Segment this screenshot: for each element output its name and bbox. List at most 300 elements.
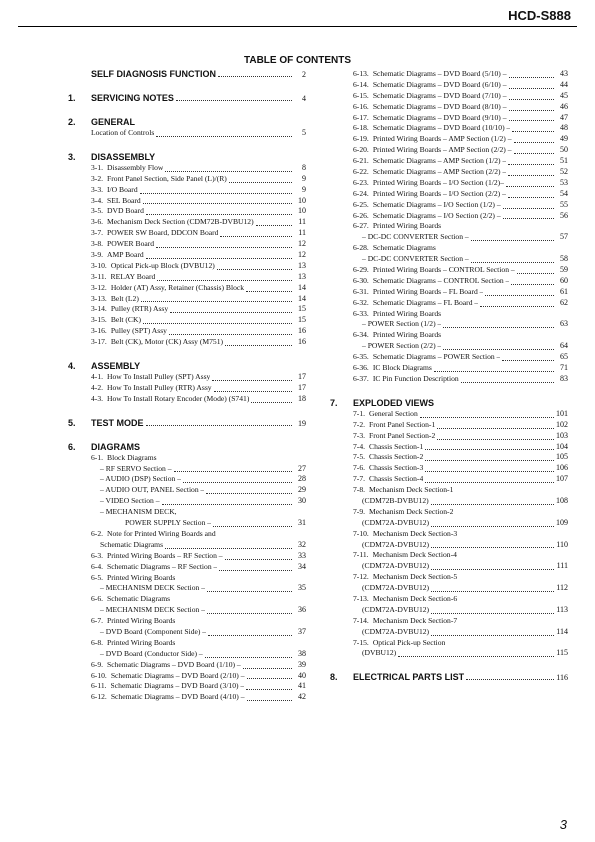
toc-entry [91,283,306,294]
entry-number: 3-2. [91,173,104,183]
toc-entry [91,540,306,551]
dot-leader [146,257,292,259]
toc-entry [353,189,568,200]
toc-entry [91,383,306,394]
entry-page: 51 [560,156,568,166]
entry-number: 7-15. [353,637,369,647]
entry-number: 6-35. [353,352,369,362]
toc-entry [91,261,306,272]
entry-page: 46 [560,101,568,111]
entry-title: Optical Pick-up Section [372,637,446,647]
toc-entry [91,649,306,660]
toc-entry [353,605,568,616]
dot-leader [509,98,554,100]
entry-page: 16 [298,337,306,347]
toc-entry [353,243,568,254]
section-title: SERVICING NOTES [91,93,174,103]
entry-page: 17 [298,372,306,382]
dot-leader [443,316,566,317]
entry-page: 10 [298,195,306,205]
entry-title: (CDM72A-DVBU12) [362,583,430,593]
dot-leader [146,424,292,426]
entry-page: 102 [556,419,568,429]
section-title: ELECTRICAL PARTS LIST [353,672,465,683]
section-gap [68,104,306,117]
entry-page: 18 [298,393,306,403]
dot-leader [459,624,566,625]
section-number: 2. [68,117,76,127]
entry-number: 3-7. [91,228,104,238]
entry-page: 110 [556,539,568,549]
entry-number: 3-9. [91,250,104,260]
section-title: DIAGRAMS [91,441,140,452]
dot-leader [146,213,292,215]
toc-entry [353,485,568,496]
dot-leader [212,379,292,381]
entry-page: 50 [560,145,568,155]
toc-entry [91,616,306,627]
entry-page: 65 [560,352,568,362]
dot-leader [461,381,554,383]
entry-page: 52 [560,167,568,177]
dot-leader [247,677,292,679]
dot-leader [437,438,554,440]
entry-title: Schematic Diagrams – DVD Board (8/10) – [372,101,507,111]
section-number: 6. [68,441,76,452]
entry-page: 101 [556,408,568,418]
dot-leader [506,185,554,187]
section-entries [91,128,306,139]
entry-title: Schematic Diagrams – DVD Board (5/10) – [372,69,507,78]
entry-page: 49 [560,134,568,144]
dot-leader [455,515,566,516]
entry-page: 27 [298,463,306,473]
entry-page: 53 [560,177,568,187]
entry-page: 15 [298,315,306,325]
dot-leader [485,294,554,296]
entry-title: – MECHANISM DECK Section – [100,605,206,615]
toc-entry [353,156,568,167]
entry-page: 38 [298,648,306,658]
entry-number: 7-8. [353,485,366,495]
entry-title: Chassis Section-2 [369,452,424,462]
toc-section-heading [68,442,306,453]
entry-number: 6-19. [353,134,369,144]
toc-entry [91,217,306,228]
toc-entry [353,442,568,453]
entry-title: Mechanism Deck Section-3 [372,528,458,538]
section-title: EXPLODED VIEWS [353,397,435,408]
entry-page: 8 [302,162,306,172]
toc-entry [91,681,306,692]
section-entries [91,372,306,405]
section-gap [68,348,306,361]
entry-title: Printed Wiring Boards – AMP Section (2/2) – [372,145,512,155]
entry-page: 5 [302,128,306,137]
toc-entry [353,352,568,363]
entry-title: How To Install Pulley (SPT) Assy [107,372,211,382]
section-title: DISASSEMBLY [91,151,156,162]
entry-title: Chassis Section-4 [369,474,424,484]
dot-leader [208,634,292,636]
toc-entry [353,211,568,222]
entry-title: – VIDEO Section – [100,496,160,506]
entry-title: Printed Wiring Boards [107,572,176,582]
toc-entry [353,638,568,649]
entry-number: 7-10. [353,528,369,538]
entry-title: – DVD Board (Component Side) – [100,626,207,636]
entry-number: 3-14. [91,304,107,314]
entry-page: 15 [298,304,306,314]
entry-page: 54 [560,188,568,198]
entry-page: 56 [560,210,568,220]
dot-leader [508,196,554,198]
dot-leader [431,568,554,570]
dot-leader [246,688,292,690]
entry-number: 7-11. [353,550,369,560]
toc-entry [353,309,568,320]
entry-title: Printed Wiring Boards – RF Section – [107,550,223,560]
entry-title: Mechanism Deck Section (CDM72B-DVBU12) [107,217,254,227]
dot-leader [437,427,554,429]
dot-leader [443,338,566,339]
toc-entry [353,134,568,145]
dot-leader [459,537,566,538]
entry-number: 3-16. [91,326,107,336]
entry-page: 113 [556,604,568,614]
entry-title: Schematic Diagrams [107,594,171,604]
entry-number: 7-12. [353,572,369,582]
entry-title: Block Diagrams [107,452,157,462]
entry-title: Schematic Diagrams – DVD Board (10/10) – [372,123,511,133]
toc-entry [353,254,568,265]
entry-title: Schematic Diagrams [100,539,164,549]
entry-title: Schematic Diagrams – DVD Board (6/10) – [372,79,507,89]
section-page: 2 [302,70,306,79]
dot-leader [165,547,292,549]
dot-leader [157,279,292,281]
entry-title: – MECHANISM DECK, [100,507,177,517]
toc-entry [353,363,568,374]
entry-page: 17 [298,382,306,392]
entry-number: 6-16. [353,101,369,111]
entry-title: – POWER Section (2/2) – [362,341,442,351]
entry-number: 3-6. [91,217,104,227]
entry-page: 63 [560,319,568,329]
toc-entry [91,206,306,217]
entry-page: 16 [298,326,306,336]
toc-entry [91,394,306,405]
dot-leader [207,612,292,614]
entry-title: Chassis Section-3 [369,463,424,473]
dot-leader [509,87,554,89]
toc-entry [353,529,568,540]
toc-entry [353,409,568,420]
dot-leader [229,181,292,183]
dot-leader [207,590,292,592]
toc-entry [91,128,306,139]
entry-number: 6-24. [353,188,369,198]
entry-page: 28 [298,474,306,484]
entry-title: (CDM72B-DVBU12) [362,495,429,505]
section-title: TEST MODE [91,417,144,428]
entry-title: – POWER Section (1/2) – [362,319,442,329]
section-number: 5. [68,417,76,428]
entry-title: Holder (AT) Assy, Retainer (Chassis) Block [110,282,245,292]
dot-leader [480,305,554,307]
section-number: 7. [330,397,338,408]
entry-page: 33 [298,550,306,560]
toc-entry [353,341,568,352]
dot-leader [256,224,292,226]
toc-entry [91,294,306,305]
entry-title: Printed Wiring Boards – CONTROL Section – [372,265,515,275]
dot-leader [512,130,554,132]
dot-leader [502,359,554,361]
entry-page: 39 [298,659,306,669]
dot-leader [517,272,554,274]
toc-entry [91,474,306,485]
toc-section-heading [68,418,306,429]
entry-title: Chassis Section-1 [369,441,424,451]
dot-leader [459,580,566,581]
section-entries [353,69,568,385]
dot-leader [219,569,292,571]
dot-leader [251,401,292,403]
entry-number: 6-18. [353,123,369,133]
entry-number: 3-3. [91,184,104,194]
entry-title: Pulley (SPT) Assy [110,326,167,336]
dot-leader [425,459,554,461]
dot-leader [431,503,554,505]
entry-title: Disassembly Flow [107,162,164,172]
dot-leader [220,235,292,237]
entry-page: 36 [298,605,306,615]
section-title: GENERAL [91,117,136,127]
toc-entry [91,315,306,326]
dot-leader [165,170,292,172]
dot-leader [425,448,554,450]
dot-leader [143,322,292,324]
entry-title: How To Install Pulley (RTR) Assy [107,382,212,392]
entry-title: Printed Wiring Boards [372,221,442,231]
entry-number: 3-11. [91,271,107,281]
entry-title: Schematic Diagrams – I/O Section (2/2) – [372,210,501,220]
toc-entry [353,507,568,518]
entry-page: 11 [298,217,306,227]
toc-section-heading [68,117,306,128]
section-number: 1. [68,93,76,103]
entry-title: Mechanism Deck Section-7 [372,615,458,625]
toc-entry [353,265,568,276]
entry-page: 34 [298,561,306,571]
toc-entry [91,627,306,638]
entry-page: 30 [298,496,306,506]
toc-entry [91,372,306,383]
toc-entry [353,496,568,507]
entry-number: 3-1. [91,162,104,172]
dot-leader [514,152,554,154]
entry-title: Mechanism Deck Section-2 [369,506,454,516]
toc-column-left [68,69,306,703]
entry-title: Schematic Diagrams – CONTROL Section – [372,275,510,285]
dot-leader [459,602,566,603]
entry-title: Front Panel Section-2 [369,430,436,440]
entry-page: 108 [556,495,568,505]
entry-page: 11 [298,228,306,238]
dot-leader [225,344,292,346]
entry-title: (CDM72A-DVBU12) [362,626,430,636]
entry-title: I/O Board [107,184,138,194]
dot-leader [140,192,292,194]
entry-number: 6-17. [353,112,369,122]
dot-leader [508,163,554,165]
entry-title: Schematic Diagrams – DVD Board (2/10) – [110,670,245,680]
entry-page: 111 [556,561,568,571]
entry-page: 9 [302,173,306,183]
dot-leader [471,261,554,263]
entry-number: 6-14. [353,79,369,89]
entry-title: Mechanism Deck Section-5 [372,572,458,582]
dot-leader [434,370,554,372]
dot-leader [509,119,554,121]
entry-number: 6-29. [353,265,369,275]
entry-title: (DVBU12) [362,648,397,658]
entry-title: IC Block Diagrams [372,363,432,373]
entry-title: Front Panel Section-1 [369,419,436,429]
toc-entry [353,200,568,211]
entry-number: 3-8. [91,239,104,249]
entry-title: – MECHANISM DECK Section – [100,583,206,593]
entry-title: POWER SUPPLY Section – [125,518,212,528]
dot-leader [431,612,554,614]
entry-title: Schematic Diagrams – DVD Board (1/10) – [107,659,241,669]
entry-title: DVD Board [107,206,144,216]
dot-leader [156,246,292,248]
entry-number: 6-9. [91,659,104,669]
entry-title: – DC-DC CONVERTER Section – [362,232,469,242]
dot-leader [431,546,554,548]
toc-entry [353,540,568,551]
dot-leader [246,290,292,292]
toc-entry [91,660,306,671]
toc-entry [353,113,568,124]
toc-entry [91,304,306,315]
dot-leader [508,174,554,176]
dot-leader [172,602,304,603]
entry-page: 12 [298,250,306,260]
dot-leader [443,348,554,350]
entry-number: 4-2. [91,382,104,392]
dot-leader [511,283,554,285]
dot-leader [177,624,304,625]
entry-number: 6-1. [91,452,104,462]
entry-page: 104 [556,441,568,451]
entry-title: General Section [369,408,418,418]
entry-title: Schematic Diagrams – POWER Section – [372,352,501,362]
entry-number: 7-5. [353,452,366,462]
entry-title: Schematic Diagrams – DVD Board (3/10) – [110,681,245,691]
entry-number: 6-12. [91,692,107,702]
section-entries [91,453,306,703]
dot-leader [431,634,554,636]
dot-leader [177,646,304,647]
toc-entry [91,583,306,594]
toc-entry [353,123,568,134]
dot-leader [503,207,554,209]
entry-number: 7-14. [353,615,369,625]
dot-leader [443,229,566,230]
entry-title: Schematic Diagrams – DVD Board (9/10) – [372,112,507,122]
section-entries [91,163,306,348]
dot-leader [214,390,292,392]
entry-page: 59 [560,265,568,275]
toc-entry [91,496,306,507]
toc-entry [91,464,306,475]
dot-leader [398,655,554,657]
entry-title: Belt (L2) [110,293,139,303]
toc-entry [353,91,568,102]
toc-entry [353,474,568,485]
entry-page: 13 [298,271,306,281]
section-gap [330,659,568,672]
dot-leader [455,493,566,494]
entry-number: 4-1. [91,372,104,382]
entry-title: Schematic Diagrams [372,243,436,253]
entry-title: Printed Wiring Boards [107,637,176,647]
entry-page: 9 [302,184,306,194]
entry-title: (CDM72A-DVBU12) [362,517,430,527]
entry-number: 6-27. [353,221,369,231]
entry-page: 109 [556,517,568,527]
dot-leader [425,470,554,472]
entry-number: 6-26. [353,210,369,220]
entry-number: 3-15. [91,315,107,325]
entry-number: 6-10. [91,670,107,680]
dot-leader [205,656,292,658]
dot-leader [170,311,292,313]
entry-page: 107 [556,474,568,484]
section-gap [330,385,568,398]
dot-leader [183,481,292,483]
toc-entry [353,572,568,583]
toc-entry [353,167,568,178]
entry-number: 6-20. [353,145,369,155]
entry-title: RELAY Board [110,271,156,281]
toc-entry [353,648,568,659]
toc-title: TABLE OF CONTENTS [243,55,352,66]
section-page: 4 [302,94,306,103]
entry-page: 41 [298,681,306,691]
entry-title: – AUDIO OUT, PANEL Section – [100,485,205,495]
entry-title: Printed Wiring Boards [372,308,442,318]
toc-entry [91,250,306,261]
entry-page: 83 [560,373,568,383]
entry-page: 13 [298,260,306,270]
section-number: 3. [68,151,76,162]
entry-page: 71 [560,363,568,373]
entry-number: 6-13. [353,69,369,78]
entry-title: – AUDIO (DSP) Section – [100,474,181,484]
entry-number: 6-25. [353,199,369,209]
entry-number: 6-31. [353,286,369,296]
entry-page: 10 [298,206,306,216]
entry-page: 40 [298,670,306,680]
entry-number: 6-2. [91,528,104,538]
entry-number: 7-3. [353,430,366,440]
toc-entry [91,453,306,464]
toc-entry [353,145,568,156]
